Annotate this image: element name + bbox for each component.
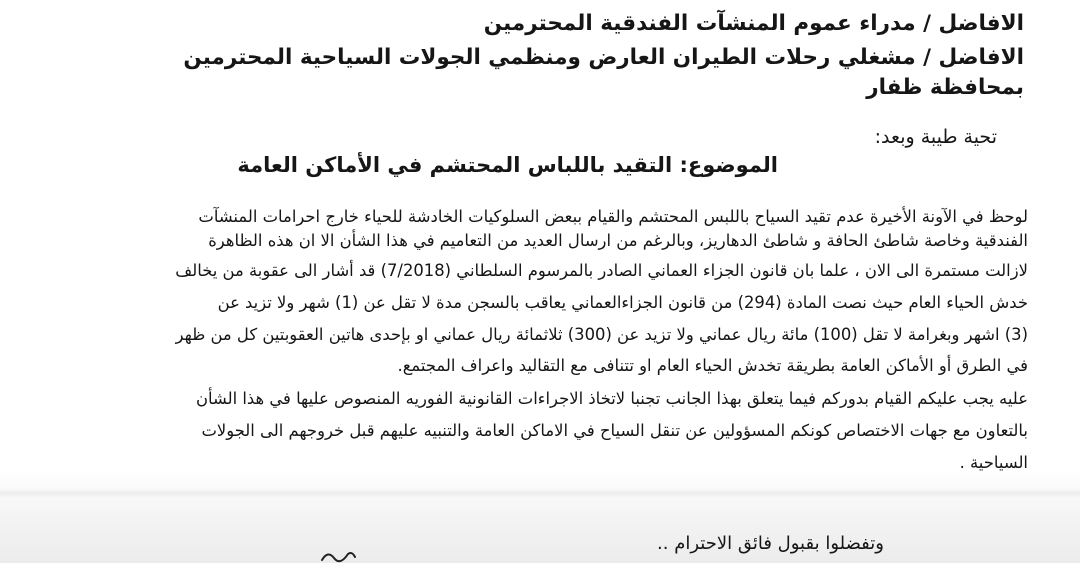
body-line-8: بالتعاون مع جهات الاختصاص كونكم المسؤولين عن تنقل السياح في الاماكن العامة والتنبيه عليهم قبل خروجهم الى الجولات — [201, 421, 1028, 440]
body-line-2: الفندقية وخاصة شاطئ الحافة و شاطئ الدهاريز، وبالرغم من ارسال العديد من التعاميم في هذا الشأن الا ان هذه الظاهرة — [208, 231, 1028, 250]
body-line-9: السياحية . — [959, 453, 1028, 472]
body-line-1: لوحظ في الآونة الأخيرة عدم تقيد السياح باللبس المحتشم والقيام ببعض السلوكيات الخادشة للحياء خارج احرامات المنشآت — [198, 207, 1028, 226]
subject-line: الموضوع: التقيد باللباس المحتشم في الأماكن العامة — [237, 153, 778, 177]
addressee-line-1: الافاضل / مدراء عموم المنشآت الفندقية المحترمين — [483, 11, 1024, 36]
body-line-6: في الطرق أو الأماكن العامة بطريقة تخدش الحياء العام او تتنافى مع التقاليد واعراف المجتمع. — [397, 356, 1028, 375]
body-line-3: لازالت مستمرة الى الان ، علما بان قانون الجزاء العماني الصادر بالمرسوم السلطاني (7/2018) قد أشار الى عقوبة من يخالف — [175, 261, 1028, 280]
greeting: تحية طيبة وبعد: — [874, 126, 997, 148]
body-line-7: عليه يجب عليكم القيام بدوركم فيما يتعلق بهذا الجانب تجنبا لاتخاذ الاجراءات القانونية الفوريه المنصوص عليها في هذا الشأن — [195, 389, 1028, 408]
body-line-4: خدش الحياء العام حيث نصت المادة (294) من قانون الجزاءالعماني يعاقب بالسجن مدة لا تقل عن (1) شهر ولا تزيد عن — [217, 293, 1028, 312]
closing-line: وتفضلوا بقبول فائق الاحترام .. — [657, 533, 884, 554]
addressee-line-3: بمحافظة ظفار — [866, 75, 1024, 100]
addressee-line-2: الافاضل / مشغلي رحلات الطيران العارض ومنظمي الجولات السياحية المحترمين — [183, 45, 1024, 70]
body-line-5: (3) اشهر وبغرامة لا تقل (100) مائة ريال عماني ولا تزيد عن (300) ثلاثمائة ريال عماني او بإحدى هاتين العقوبتين كل من ظهر — [175, 325, 1028, 344]
signature-mark — [318, 548, 358, 563]
